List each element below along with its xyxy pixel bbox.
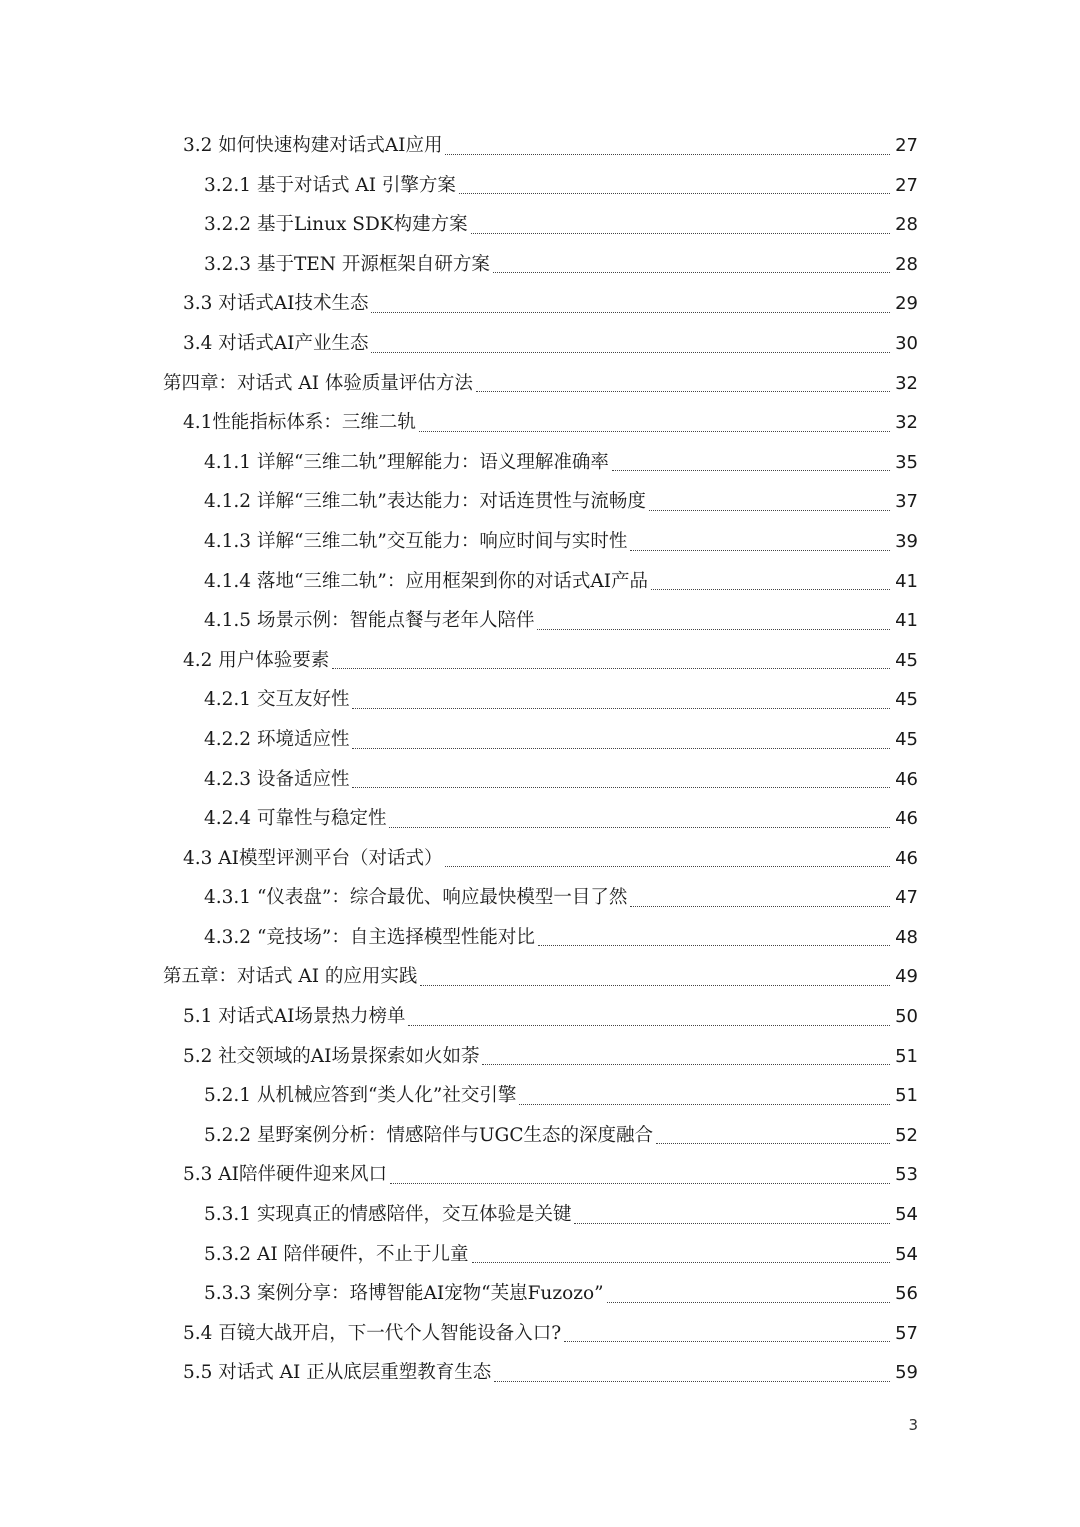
- toc-entry-page: 46: [895, 847, 918, 869]
- toc-entry[interactable]: [0, 1235, 1080, 1275]
- toc-entry[interactable]: [0, 205, 1080, 245]
- toc-dot-leader: [371, 312, 890, 313]
- toc-entry[interactable]: [0, 364, 1080, 404]
- toc-entry-title: 3.2 如何快速构建对话式AI应用: [183, 135, 443, 156]
- toc-dot-leader: [649, 510, 890, 511]
- toc-entry[interactable]: [0, 799, 1080, 839]
- toc-dot-leader: [371, 352, 890, 353]
- toc-entry-title: 4.3.2 “竞技场”：自主选择模型性能对比: [204, 926, 535, 948]
- toc-dot-leader: [574, 1223, 890, 1224]
- toc-entry-page: 47: [895, 887, 918, 909]
- toc-dot-leader: [419, 431, 890, 432]
- toc-entry[interactable]: [0, 126, 1080, 166]
- toc-dot-leader: [420, 985, 890, 986]
- toc-dot-leader: [612, 470, 890, 471]
- toc-entry-page: 32: [895, 412, 918, 434]
- toc-entry-page: 59: [895, 1362, 918, 1384]
- toc-entry-page: 54: [895, 1243, 918, 1265]
- toc-entry-title: 4.1性能指标体系：三维二轨: [183, 412, 416, 434]
- toc-dot-leader: [607, 1302, 890, 1303]
- toc-entry-page: 32: [895, 372, 918, 394]
- toc-entry[interactable]: [0, 760, 1080, 800]
- toc-entry-title: 5.3 AI陪伴硬件迎来风口: [183, 1164, 387, 1186]
- toc-entry-title: 5.1 对话式AI场景热力榜单: [183, 1006, 406, 1028]
- toc-entry-page: 28: [895, 253, 918, 275]
- toc-dot-leader: [472, 1262, 890, 1263]
- toc-entry[interactable]: [0, 1274, 1080, 1314]
- toc-dot-leader: [564, 1341, 890, 1342]
- toc-entry-page: 45: [895, 728, 918, 750]
- toc-entry[interactable]: [0, 1116, 1080, 1156]
- toc-dot-leader: [445, 866, 890, 867]
- toc-entry-title: 5.4 百镜大战开启，下一代个人智能设备入口?: [183, 1322, 562, 1344]
- toc-entry[interactable]: [0, 324, 1080, 364]
- toc-entry-title: 3.4 对话式AI产业生态: [183, 332, 369, 354]
- toc-dot-leader: [494, 1381, 890, 1382]
- toc-entry-page: 48: [895, 926, 918, 948]
- toc-dot-leader: [445, 154, 890, 155]
- toc-entry-page: 28: [895, 214, 918, 236]
- toc-dot-leader: [352, 708, 890, 709]
- toc-dot-leader: [519, 1104, 890, 1105]
- toc-entry[interactable]: [0, 562, 1080, 602]
- toc-entry[interactable]: [0, 284, 1080, 324]
- toc-dot-leader: [476, 391, 890, 392]
- toc-dot-leader: [352, 787, 890, 788]
- toc-dot-leader: [537, 629, 890, 630]
- toc-entry[interactable]: [0, 839, 1080, 879]
- toc-entry-page: 29: [895, 293, 918, 315]
- toc-entry-title: 4.3.1 “仪表盘”：综合最优、响应最快模型一目了然: [204, 887, 628, 909]
- toc-entry-page: 51: [895, 1045, 918, 1067]
- toc-entry-title: 4.1.1 详解“三维二轨”理解能力：语义理解准确率: [204, 451, 609, 473]
- toc-entry-title: 4.2.2 环境适应性: [204, 728, 350, 750]
- toc-entry[interactable]: [0, 680, 1080, 720]
- toc-entry-title: 5.2.1 从机械应答到“类人化”社交引擎: [204, 1085, 517, 1107]
- toc-entry-title: 5.2 社交领域的AI场景探索如火如荼: [183, 1045, 480, 1067]
- toc-entry-title: 3.2.3 基于TEN 开源框架自研方案: [204, 253, 490, 275]
- toc-entry-page: 41: [895, 610, 918, 632]
- toc-entry[interactable]: [0, 443, 1080, 483]
- toc-dot-leader: [630, 550, 890, 551]
- toc-dot-leader: [332, 668, 890, 669]
- toc-entry-title: 5.5 对话式 AI 正从底层重塑教育生态: [183, 1362, 492, 1384]
- toc-entry-title: 4.2.4 可靠性与稳定性: [204, 808, 387, 830]
- toc-entry-page: 57: [895, 1322, 918, 1344]
- toc-entry-page: 45: [895, 689, 918, 711]
- toc-entry-page: 35: [895, 451, 918, 473]
- toc-entry-title: 5.3.1 实现真正的情感陪伴，交互体验是关键: [204, 1204, 572, 1226]
- toc-entry[interactable]: [0, 641, 1080, 681]
- table-of-contents: [0, 126, 1080, 1393]
- toc-entry-title: 3.2.2 基于Linux SDK构建方案: [204, 214, 468, 236]
- toc-entry-title: 4.1.2 详解“三维二轨”表达能力：对话连贯性与流畅度: [204, 491, 646, 513]
- toc-dot-leader: [482, 1064, 890, 1065]
- toc-entry-page: 39: [895, 530, 918, 552]
- toc-entry[interactable]: [0, 878, 1080, 918]
- toc-dot-leader: [493, 272, 890, 273]
- toc-entry[interactable]: [0, 1195, 1080, 1235]
- toc-entry-page: 27: [895, 174, 918, 196]
- toc-dot-leader: [471, 233, 890, 234]
- toc-entry-page: 30: [895, 332, 918, 354]
- toc-entry-title: 4.1.3 详解“三维二轨”交互能力：响应时间与实时性: [204, 530, 628, 552]
- toc-entry-title: 5.3.2 AI 陪伴硬件，不止于儿童: [204, 1243, 469, 1265]
- toc-entry[interactable]: [0, 1353, 1080, 1393]
- toc-entry-title: 3.3 对话式AI技术生态: [183, 293, 369, 315]
- toc-entry-page: 52: [895, 1124, 918, 1146]
- toc-entry-title: 4.2.1 交互友好性: [204, 689, 350, 711]
- toc-entry[interactable]: [0, 482, 1080, 522]
- toc-dot-leader: [389, 827, 890, 828]
- toc-dot-leader: [390, 1183, 890, 1184]
- page-number: 3: [908, 1416, 918, 1434]
- toc-entry-title: 第四章：对话式 AI 体验质量评估方法: [163, 372, 473, 394]
- toc-entry[interactable]: [0, 1037, 1080, 1077]
- toc-entry-title: 4.1.4 落地“三维二轨”：应用框架到你的对话式AI产品: [204, 570, 649, 592]
- toc-entry-page: 41: [895, 570, 918, 592]
- toc-entry-title: 4.2 用户体验要素: [183, 649, 330, 671]
- toc-dot-leader: [656, 1143, 890, 1144]
- toc-entry-title: 5.2.2 星野案例分析：情感陪伴与UGC生态的深度融合: [204, 1124, 653, 1146]
- toc-dot-leader: [459, 193, 890, 194]
- toc-entry-title: 第五章：对话式 AI 的应用实践: [163, 966, 418, 988]
- toc-entry-page: 51: [895, 1085, 918, 1107]
- toc-entry-page: 49: [895, 966, 918, 988]
- toc-dot-leader: [651, 589, 890, 590]
- toc-entry-page: 27: [895, 135, 918, 156]
- toc-entry-page: 54: [895, 1204, 918, 1226]
- toc-dot-leader: [352, 748, 890, 749]
- toc-entry[interactable]: [0, 918, 1080, 958]
- toc-entry[interactable]: [0, 522, 1080, 562]
- toc-entry-page: 56: [895, 1283, 918, 1305]
- toc-entry[interactable]: [0, 166, 1080, 206]
- toc-entry[interactable]: [0, 245, 1080, 285]
- toc-entry[interactable]: [0, 403, 1080, 443]
- toc-entry-page: 46: [895, 768, 918, 790]
- toc-entry[interactable]: [0, 720, 1080, 760]
- toc-entry[interactable]: [0, 1314, 1080, 1354]
- toc-entry[interactable]: [0, 601, 1080, 641]
- toc-entry-page: 50: [895, 1006, 918, 1028]
- toc-entry-title: 4.1.5 场景示例：智能点餐与老年人陪伴: [204, 610, 535, 632]
- toc-entry-page: 37: [895, 491, 918, 513]
- toc-entry-title: 4.2.3 设备适应性: [204, 768, 350, 790]
- toc-entry[interactable]: [0, 957, 1080, 997]
- toc-entry[interactable]: [0, 1155, 1080, 1195]
- toc-entry[interactable]: [0, 1076, 1080, 1116]
- toc-entry-title: 3.2.1 基于对话式 AI 引擎方案: [204, 174, 456, 196]
- toc-entry-page: 45: [895, 649, 918, 671]
- toc-entry[interactable]: [0, 997, 1080, 1037]
- toc-dot-leader: [408, 1025, 890, 1026]
- toc-entry-page: 53: [895, 1164, 918, 1186]
- toc-dot-leader: [630, 906, 890, 907]
- toc-entry-title: 4.3 AI模型评测平台（对话式）: [183, 847, 443, 869]
- toc-dot-leader: [538, 945, 890, 946]
- toc-entry-title: 5.3.3 案例分享：珞博智能AI宠物“芙崽Fuzozo”: [204, 1283, 604, 1305]
- toc-entry-page: 46: [895, 808, 918, 830]
